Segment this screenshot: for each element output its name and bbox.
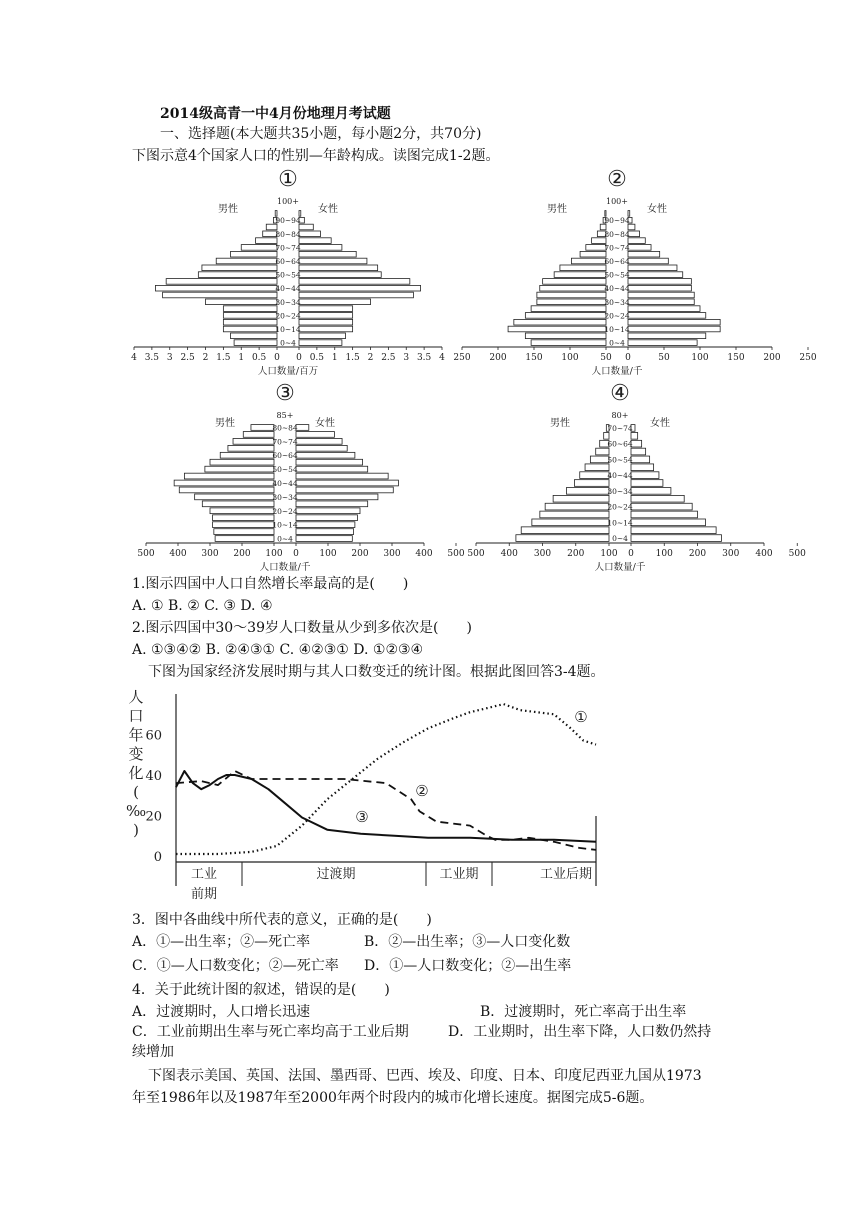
female-bar <box>299 265 378 271</box>
male-bar <box>580 251 606 257</box>
x-tick-label: 3.5 <box>416 353 432 363</box>
male-bar <box>508 326 606 332</box>
x-tick-label: 500 <box>788 549 806 559</box>
top-age-label: 80+ <box>611 411 629 420</box>
male-bar <box>554 272 606 278</box>
female-bar <box>628 333 706 339</box>
male-bar <box>516 535 609 542</box>
male-bar <box>223 313 277 319</box>
age-label: 10~14 <box>604 325 630 334</box>
female-bar <box>296 459 363 465</box>
male-label: 男性 <box>215 418 235 429</box>
male-bar <box>214 529 274 535</box>
female-bar <box>296 425 309 431</box>
male-bar <box>179 487 274 493</box>
question-2-options: A. ①③④② B. ②④③① C. ④②③① D. ①②③④ <box>132 642 424 658</box>
x-tick-label: 2.5 <box>180 353 195 363</box>
x-tick-label: 200 <box>489 353 507 363</box>
age-label: 50~54 <box>604 270 630 280</box>
age-label: 10~14 <box>272 520 298 530</box>
x-tick-label: 50 <box>600 353 612 363</box>
male-bar <box>531 340 606 346</box>
male-bar <box>521 527 609 534</box>
male-bar <box>206 299 278 305</box>
female-bar <box>628 306 700 312</box>
female-bar <box>299 258 367 264</box>
top-age-label: 100+ <box>606 197 628 206</box>
female-bar <box>299 231 320 237</box>
x-tick-label: 150 <box>727 353 745 363</box>
age-label: 80~84 <box>272 423 298 433</box>
age-label: 40~44 <box>275 284 301 294</box>
female-bar <box>299 313 353 319</box>
y-axis-label-char: 人 <box>128 688 144 706</box>
male-bar <box>525 313 606 319</box>
pyramid-chart-2 <box>453 167 817 378</box>
male-bar <box>223 319 277 325</box>
female-bar <box>628 313 706 319</box>
age-label: 60~64 <box>604 257 630 266</box>
male-bar <box>231 333 277 339</box>
x-tick-label: 250 <box>453 353 471 363</box>
male-bar <box>202 265 277 271</box>
x-axis-label: 人口数量/千 <box>594 562 646 573</box>
male-bar <box>210 459 274 465</box>
x-tick-label: 200 <box>233 549 251 559</box>
female-bar <box>631 519 705 526</box>
male-bar <box>590 456 609 463</box>
x-tick-label: 400 <box>755 549 773 559</box>
question-3-option-b: B．②—出生率；③—人口变化数 <box>364 934 571 950</box>
stage-label: 前期 <box>190 887 218 902</box>
female-bar <box>628 340 697 346</box>
male-bar <box>560 265 606 271</box>
question-3-option-a: A．①—出生率；②—死亡率 <box>132 934 311 950</box>
female-bar <box>296 529 354 535</box>
female-label: 女性 <box>315 418 335 429</box>
x-tick-label: 0 <box>628 549 634 559</box>
male-bar <box>585 464 609 471</box>
female-bar <box>631 527 716 534</box>
x-axis-label: 人口数量/千 <box>259 562 311 573</box>
female-bar <box>628 319 720 325</box>
female-bar <box>628 258 668 264</box>
age-label: 0~4 <box>277 534 293 544</box>
x-tick-label: 400 <box>415 549 433 559</box>
pyramid-id-4: ④ <box>610 381 630 406</box>
x-tick-label: 1 <box>238 353 245 363</box>
pyramid-id-2: ② <box>607 167 627 192</box>
x-tick-label: 400 <box>500 549 518 559</box>
female-bar <box>296 508 360 514</box>
age-label: 40~44 <box>272 479 298 488</box>
male-bar <box>231 251 277 257</box>
male-bar <box>525 333 606 339</box>
age-label: 90~94 <box>275 216 301 226</box>
x-tick-label: 500 <box>467 549 485 559</box>
female-bar <box>296 487 393 493</box>
age-label: 90~94 <box>604 216 630 226</box>
y-axis-label-char: 口 <box>128 707 144 725</box>
male-bar <box>163 292 277 298</box>
male-label: 男性 <box>218 204 238 215</box>
series-line <box>176 704 596 854</box>
female-bar <box>299 333 345 339</box>
female-bar <box>299 299 371 305</box>
question-3: 3．图中各曲线中所代表的意义，正确的是( ) <box>132 912 432 928</box>
x-tick-label: 100 <box>561 353 579 363</box>
female-bar <box>296 515 357 521</box>
x-tick-label: 1.5 <box>216 353 231 363</box>
female-label: 女性 <box>650 418 670 429</box>
male-bar <box>540 511 609 518</box>
age-label: 30~34 <box>607 486 633 496</box>
female-bar <box>299 279 410 285</box>
male-bar <box>580 472 609 479</box>
female-bar <box>631 511 698 518</box>
intro-line-chart: 下图为国家经济发展时期与其人口数变迁的统计图。根据此图回答3-4题。 <box>148 664 605 680</box>
pyramid-id-1: ① <box>278 167 298 192</box>
male-bar <box>537 292 606 298</box>
male-bar <box>241 245 277 251</box>
x-tick-label: 3.5 <box>144 353 160 363</box>
female-bar <box>628 285 691 291</box>
population-change-chart <box>126 684 606 906</box>
female-bar <box>631 480 663 487</box>
female-bar <box>299 251 356 257</box>
age-label: 50~54 <box>607 455 633 465</box>
age-label: 10~14 <box>607 518 633 528</box>
question-2: 2.图示四国中30～39岁人口数量从少到多依次是( ) <box>132 620 472 636</box>
female-bar <box>296 522 355 528</box>
age-label: 70~74 <box>607 423 633 433</box>
x-tick-label: 200 <box>688 549 707 559</box>
female-bar <box>299 272 381 278</box>
female-bar <box>299 326 353 332</box>
age-label: 0~4 <box>609 338 625 348</box>
x-tick-label: 100 <box>319 549 337 559</box>
x-tick-label: 200 <box>567 549 585 559</box>
intro-urbanization-1: 下图表示美国、英国、法国、墨西哥、巴西、埃及、印度、日本、印度尼西亚九国从1973 <box>148 1068 702 1084</box>
age-label: 40~44 <box>604 284 630 294</box>
question-1-options: A. ① B. ② C. ③ D. ④ <box>132 598 273 614</box>
female-bar <box>631 448 646 455</box>
female-bar <box>296 445 347 451</box>
female-bar <box>631 503 692 510</box>
x-tick-label: 500 <box>137 549 155 559</box>
male-bar <box>604 432 609 439</box>
male-bar <box>537 299 606 305</box>
male-bar <box>216 258 277 264</box>
x-tick-label: 100 <box>265 549 283 559</box>
y-tick-label: 0 <box>153 850 162 865</box>
x-tick-label: 200 <box>351 549 369 559</box>
x-tick-label: 3 <box>166 353 173 363</box>
female-bar <box>628 326 720 332</box>
x-tick-label: 250 <box>799 353 817 363</box>
age-label: 0~4 <box>280 338 296 348</box>
series-label: ① <box>574 708 588 726</box>
female-bar <box>296 466 368 472</box>
age-label: 50~54 <box>272 465 298 475</box>
male-bar <box>215 536 274 542</box>
male-label: 男性 <box>550 418 570 429</box>
x-tick-label: 0.5 <box>251 353 267 363</box>
female-bar <box>296 501 368 507</box>
female-bar <box>296 452 355 458</box>
x-tick-label: 400 <box>169 549 187 559</box>
x-tick-label: 0 <box>293 549 299 559</box>
x-tick-label: 1 <box>331 353 338 363</box>
age-label: 30~34 <box>604 297 630 307</box>
y-axis-label-char: 变 <box>128 745 144 763</box>
y-axis-label-char: 年 <box>128 726 144 744</box>
stage-label: 工业期 <box>439 867 479 882</box>
intro-pyramids: 下图示意4个国家人口的性别—年龄构成。读图完成1-2题。 <box>132 148 500 164</box>
age-label: 60~64 <box>275 257 301 266</box>
x-tick-label: 300 <box>383 549 401 559</box>
stage-label: 工业 <box>190 867 218 882</box>
age-label: 30~34 <box>275 297 301 307</box>
age-label: 50~54 <box>275 270 301 280</box>
pyramid-chart-1 <box>128 168 448 378</box>
exam-title: 2014级高青一中4月份地理月考试题 <box>160 106 391 122</box>
male-bar <box>166 279 277 285</box>
male-bar <box>553 495 609 502</box>
x-tick-label: 2.5 <box>381 353 396 363</box>
male-bar <box>223 326 277 332</box>
male-bar <box>233 438 274 444</box>
age-label: 60~64 <box>607 439 633 449</box>
female-bar <box>296 536 352 542</box>
female-bar <box>628 245 651 251</box>
y-axis-label-char: ‰ <box>125 802 147 820</box>
x-tick-label: 100 <box>655 549 673 559</box>
stage-label: 过渡期 <box>316 867 356 882</box>
male-bar <box>596 448 609 455</box>
intro-urbanization-2: 年至1986年以及1987年至2000年两个时段内的城市化增长速度。据图完成5-6题。 <box>132 1090 654 1106</box>
female-bar <box>628 251 660 257</box>
age-label: 10~14 <box>275 325 301 334</box>
male-bar <box>243 432 274 438</box>
female-bar <box>296 480 398 486</box>
male-bar <box>532 519 609 526</box>
male-bar <box>545 503 609 510</box>
female-bar <box>299 285 421 291</box>
female-bar <box>299 306 353 312</box>
question-4-option-c: C．工业前期出生率与死亡率均高于工业后期 <box>132 1024 409 1040</box>
x-tick-label: 300 <box>533 549 552 559</box>
female-bar <box>628 279 691 285</box>
male-bar <box>223 306 277 312</box>
series-label: ③ <box>355 808 369 826</box>
male-bar <box>531 306 606 312</box>
series-line <box>176 771 596 842</box>
male-bar <box>543 279 606 285</box>
y-axis-label-char: ( <box>133 783 139 801</box>
male-bar <box>566 488 609 495</box>
female-label: 女性 <box>318 204 338 215</box>
female-bar <box>299 245 342 251</box>
female-bar <box>296 473 388 479</box>
x-tick-label: 0 <box>296 353 302 363</box>
question-4-option-b: B．过渡期时，死亡率高于出生率 <box>480 1004 687 1020</box>
series-line <box>176 771 596 850</box>
x-axis-label: 人口数量/百万 <box>257 366 319 377</box>
male-bar <box>213 522 274 528</box>
x-tick-label: 300 <box>201 549 219 559</box>
female-bar <box>299 319 353 325</box>
male-bar <box>198 272 277 278</box>
female-bar <box>296 438 342 444</box>
age-label: 20~24 <box>607 502 633 512</box>
pyramid-id-3: ③ <box>275 381 295 406</box>
female-bar <box>296 494 378 500</box>
x-tick-label: 3 <box>403 353 410 363</box>
y-axis-label-char: ) <box>133 821 139 839</box>
x-tick-label: 2 <box>202 353 209 363</box>
male-bar <box>155 285 277 291</box>
male-bar <box>514 319 606 325</box>
male-bar <box>574 480 609 487</box>
female-bar <box>631 495 684 502</box>
age-label: 20~24 <box>604 311 630 321</box>
female-bar <box>628 299 694 305</box>
age-label: 40~44 <box>607 471 633 481</box>
female-bar <box>631 456 650 463</box>
pyramid-chart-4 <box>467 381 806 574</box>
x-tick-label: 0.5 <box>309 353 325 363</box>
male-bar <box>220 452 274 458</box>
x-tick-label: 500 <box>447 549 465 559</box>
female-bar <box>628 265 677 271</box>
x-tick-label: 300 <box>722 549 740 559</box>
age-label: 80~84 <box>275 229 301 239</box>
question-3-option-d: D．①—人口数变化；②—出生率 <box>364 958 572 974</box>
x-tick-label: 0 <box>274 353 280 363</box>
question-4: 4．关于此统计图的叙述，错误的是( ) <box>132 982 390 998</box>
x-tick-label: 0 <box>625 353 631 363</box>
age-label: 20~24 <box>275 311 301 321</box>
male-bar <box>228 445 274 451</box>
age-label: 70~74 <box>275 243 301 253</box>
male-bar <box>213 515 274 521</box>
age-label: 0~4 <box>612 534 628 544</box>
question-3-option-c: C．①—人口数变化；②—死亡率 <box>132 958 339 974</box>
male-bar <box>195 494 274 500</box>
male-bar <box>234 340 277 346</box>
age-label: 70~74 <box>272 437 298 447</box>
x-tick-label: 100 <box>691 353 709 363</box>
x-tick-label: 100 <box>600 549 618 559</box>
y-tick-label: 20 <box>145 809 162 825</box>
female-bar <box>299 340 342 346</box>
male-bar <box>251 425 274 431</box>
age-label: 20~24 <box>272 506 298 516</box>
male-bar <box>256 238 277 244</box>
question-4-continuation: 续增加 <box>132 1044 174 1060</box>
female-bar <box>299 292 413 298</box>
x-tick-label: 2 <box>367 353 374 363</box>
age-label: 80~84 <box>604 229 630 239</box>
male-bar <box>174 480 274 486</box>
female-bar <box>628 272 683 278</box>
question-1: 1.图示四国中人口自然增长率最高的是( ) <box>132 576 409 592</box>
female-bar <box>628 231 640 237</box>
question-4-option-d: D．工业期时，出生率下降，人口数仍然持 <box>448 1024 712 1040</box>
x-tick-label: 4 <box>131 353 137 363</box>
age-label: 70~74 <box>604 243 630 253</box>
male-bar <box>586 245 606 251</box>
y-tick-label: 40 <box>145 769 162 784</box>
female-label: 女性 <box>647 204 667 215</box>
section-heading: 一、选择题(本大题共35小题，每小题2分，共70分) <box>160 126 482 142</box>
y-tick-label: 60 <box>145 728 162 744</box>
female-bar <box>631 464 654 471</box>
x-tick-label: 150 <box>525 353 543 363</box>
female-bar <box>631 488 671 495</box>
male-bar <box>202 501 274 507</box>
female-bar <box>628 238 645 244</box>
x-tick-label: 200 <box>763 353 781 363</box>
male-bar <box>540 285 606 291</box>
x-axis-label: 人口数量/千 <box>591 366 643 377</box>
male-bar <box>184 473 274 479</box>
x-tick-label: 50 <box>658 353 670 363</box>
female-bar <box>631 535 721 542</box>
pyramid-chart-3 <box>137 381 465 574</box>
y-axis-label-char: 化 <box>128 764 144 782</box>
question-4-option-a: A．过渡期时，人口增长迅速 <box>132 1004 311 1020</box>
stage-label: 工业后期 <box>539 867 593 882</box>
female-bar <box>628 292 694 298</box>
male-label: 男性 <box>547 204 567 215</box>
male-bar <box>571 258 606 264</box>
series-label: ② <box>415 782 429 800</box>
female-bar <box>299 238 331 244</box>
male-bar <box>205 466 274 472</box>
x-tick-label: 4 <box>439 353 445 363</box>
age-label: 30~34 <box>272 492 298 502</box>
female-bar <box>631 472 659 479</box>
top-age-label: 85+ <box>276 411 294 420</box>
female-bar <box>631 432 638 439</box>
male-bar <box>210 508 274 514</box>
x-tick-label: 1.5 <box>345 353 360 363</box>
female-bar <box>296 432 334 438</box>
female-bar <box>299 224 313 230</box>
age-label: 60~64 <box>272 451 298 461</box>
top-age-label: 100+ <box>277 197 299 206</box>
